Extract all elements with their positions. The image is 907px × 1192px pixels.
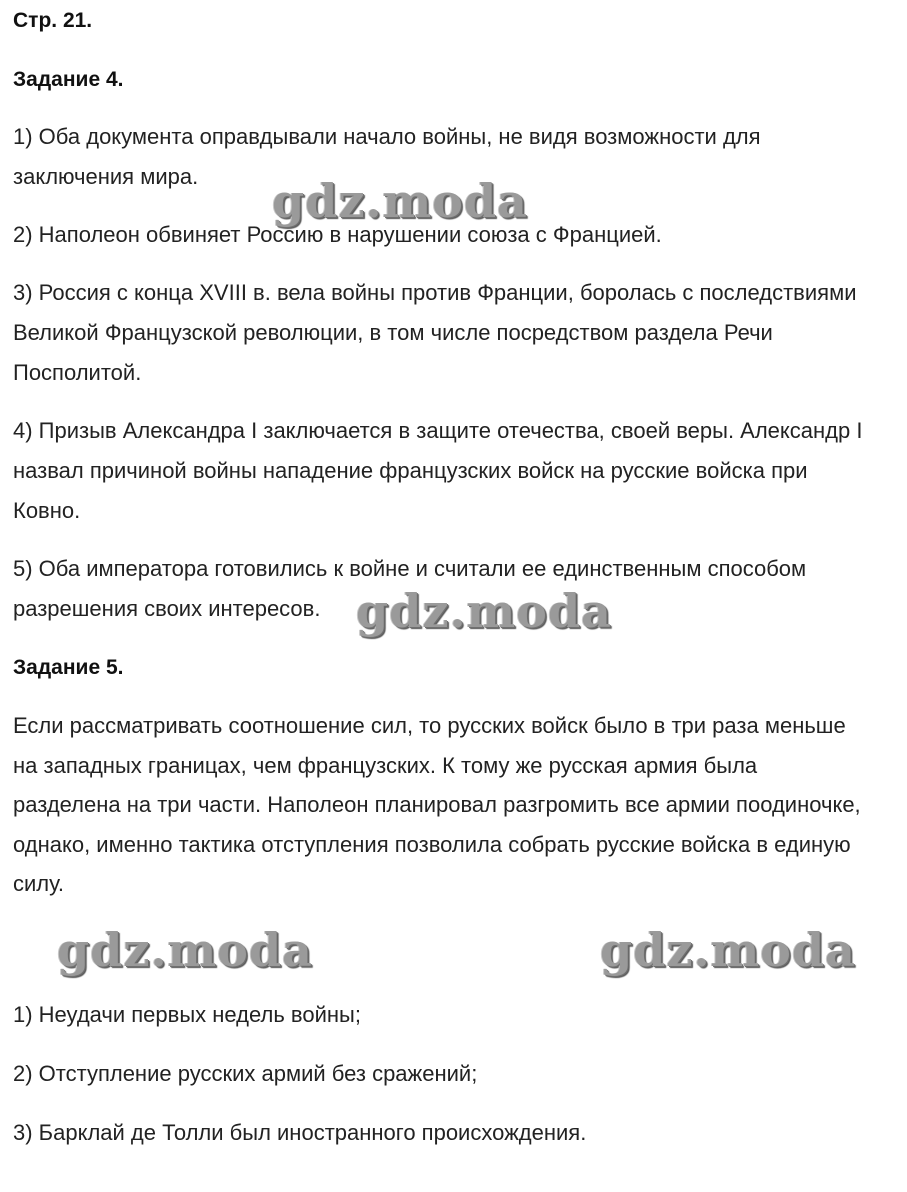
task-4-line: 3) Россия с конца XVIII в. вела войны против Франции, боролась с последствиями xyxy=(13,280,857,305)
task-5-line: однако, именно тактика отступления позволила собрать русские войска в единую xyxy=(13,832,851,857)
task-5-title: Задание 5. xyxy=(13,656,124,679)
page-header: Стр. 21. xyxy=(13,9,93,32)
watermark-logo: gdz.moda xyxy=(600,923,856,977)
watermark-logo: gdz.moda xyxy=(57,923,313,977)
task-5-line: разделена на три части. Наполеон планировал разгромить все армии поодиночке, xyxy=(13,792,861,817)
task-5-line: силу. xyxy=(13,871,65,896)
task-4-line: Посполитой. xyxy=(13,360,142,385)
task-4-line: 1) Оба документа оправдывали начало войны, не видя возможности для xyxy=(13,124,761,149)
task-5-line: Если рассматривать соотношение сил, то русских войск было в три раза меньше xyxy=(13,713,846,738)
task-4-line: назвал причиной войны нападение французских войск на русские войска при xyxy=(13,458,808,483)
task-5-line: на западных границах, чем французских. К тому же русская армия была xyxy=(13,753,758,778)
watermark-logo: gdz.moda xyxy=(272,174,528,228)
task-4-line: 2) Наполеон обвиняет Россию в нарушении союза с Францией. xyxy=(13,222,662,247)
task-4-line: 5) Оба императора готовились к войне и считали ее единственным способом xyxy=(13,556,807,581)
task-4-line: разрешения своих интересов. xyxy=(13,596,321,621)
task-5-item: 1) Неудачи первых недель войны; xyxy=(13,1002,361,1027)
task-4-line: 4) Призыв Александра I заключается в защите отечества, своей веры. Александр I xyxy=(13,418,863,443)
task-4-title: Задание 4. xyxy=(13,68,124,91)
task-5-item: 3) Барклай де Толли был иностранного происхождения. xyxy=(13,1120,587,1145)
task-4-line: Великой Французской революции, в том числе посредством раздела Речи xyxy=(13,320,773,345)
task-4-line: заключения мира. xyxy=(13,164,199,189)
task-4-line: Ковно. xyxy=(13,498,81,523)
watermark-logo: gdz.moda xyxy=(356,584,612,638)
task-5-item: 2) Отступление русских армий без сражений; xyxy=(13,1061,478,1086)
